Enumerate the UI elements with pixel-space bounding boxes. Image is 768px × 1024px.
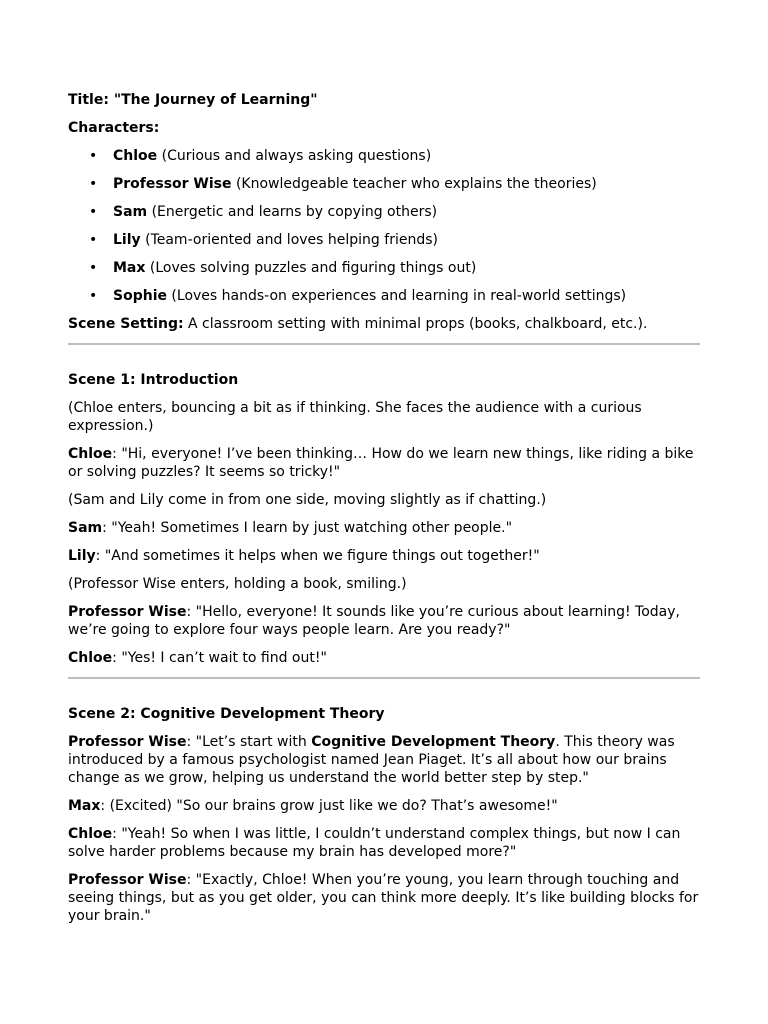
title-text: "The Journey of Learning": [113, 92, 318, 108]
scene-setting-label: Scene Setting:: [68, 316, 184, 332]
dialogue-text: : "Yeah! Sometimes I learn by just watching other people.": [102, 520, 513, 536]
character-desc: (Loves solving puzzles and figuring things out): [145, 260, 477, 276]
scene-2-heading: Scene 2: Cognitive Development Theory: [68, 706, 385, 722]
dialogue-line: [68, 871, 700, 925]
dialogue-text: : "Hi, everyone! I’ve been thinking… How do we learn new things, like riding a bike or solving puzzles? It seems so tricky!": [68, 446, 694, 480]
scene-1-heading: Scene 1: Introduction: [68, 372, 239, 388]
list-item: [68, 203, 700, 221]
speaker-name: Chloe: [68, 446, 113, 462]
dialogue-text: : "Exactly, Chloe! When you’re young, you learn through touching and seeing things, but as you get older, you can think more deeply. It’s like building blocks for your brain.": [68, 872, 699, 924]
stage-direction: [68, 491, 700, 509]
character-name: Max: [113, 260, 146, 276]
title-label: Title:: [68, 92, 109, 108]
scene-setting: [68, 315, 700, 333]
speaker-name: Sam: [68, 520, 103, 536]
dialogue-text: : "Yes! I can’t wait to find out!": [112, 650, 327, 666]
dialogue-line: [68, 797, 700, 815]
character-desc: (Team-oriented and loves helping friends): [140, 232, 438, 248]
list-item: [68, 259, 700, 277]
character-desc: (Loves hands-on experiences and learning in real-world settings): [166, 288, 627, 304]
section-divider: [68, 343, 700, 345]
characters-list: [68, 147, 700, 305]
character-name: Professor Wise: [113, 176, 232, 192]
theory-name: Cognitive Development Theory: [311, 734, 556, 750]
list-item: [68, 231, 700, 249]
dialogue-line: [68, 519, 700, 537]
dialogue-line: [68, 825, 700, 861]
list-item: [68, 175, 700, 193]
stage-direction: [68, 575, 700, 593]
character-name: Lily: [113, 232, 141, 248]
characters-heading: Characters:: [68, 120, 160, 136]
stage-direction-text: (Professor Wise enters, holding a book, smiling.): [68, 576, 407, 592]
section-divider: [68, 677, 700, 679]
stage-direction-text: (Chloe enters, bouncing a bit as if thinking. She faces the audience with a curious expression.): [68, 400, 642, 434]
speaker-name: Professor Wise: [68, 604, 187, 620]
character-name: Sam: [113, 204, 148, 220]
character-desc: (Curious and always asking questions): [157, 148, 432, 164]
dialogue-text: : (Excited) "So our brains grow just like we do? That’s awesome!": [100, 798, 558, 814]
dialogue-line: [68, 733, 700, 787]
speaker-name: Chloe: [68, 650, 113, 666]
character-name: Chloe: [113, 148, 158, 164]
script-title: [68, 91, 700, 109]
dialogue-text: . This theory was introduced by a famous psychologist named Jean Piaget. It’s all about how our brains change as we grow, helping us understand the world better step by step.": [68, 734, 675, 786]
list-item: [68, 147, 700, 165]
dialogue-text: : "Yeah! So when I was little, I couldn’t understand complex things, but now I can solve harder problems because my brain has developed more?": [68, 826, 681, 860]
dialogue-text: : "Let’s start with: [186, 734, 312, 750]
dialogue-text: : "Hello, everyone! It sounds like you’re curious about learning! Today, we’re going to explore four ways people learn. Are you ready?": [68, 604, 680, 638]
character-name: Sophie: [113, 288, 167, 304]
dialogue-line: [68, 445, 700, 481]
character-desc: (Knowledgeable teacher who explains the theories): [231, 176, 597, 192]
stage-direction-text: (Sam and Lily come in from one side, moving slightly as if chatting.): [68, 492, 547, 508]
dialogue-line: [68, 547, 700, 565]
speaker-name: Chloe: [68, 826, 113, 842]
dialogue-line: [68, 603, 700, 639]
speaker-name: Lily: [68, 548, 96, 564]
dialogue-text: : "And sometimes it helps when we figure things out together!": [95, 548, 540, 564]
speaker-name: Max: [68, 798, 101, 814]
dialogue-line: [68, 649, 700, 667]
list-item: [68, 287, 700, 305]
speaker-name: Professor Wise: [68, 734, 187, 750]
character-desc: (Energetic and learns by copying others): [147, 204, 438, 220]
speaker-name: Professor Wise: [68, 872, 187, 888]
stage-direction: [68, 399, 700, 435]
scene-setting-text: A classroom setting with minimal props (books, chalkboard, etc.).: [183, 316, 648, 332]
